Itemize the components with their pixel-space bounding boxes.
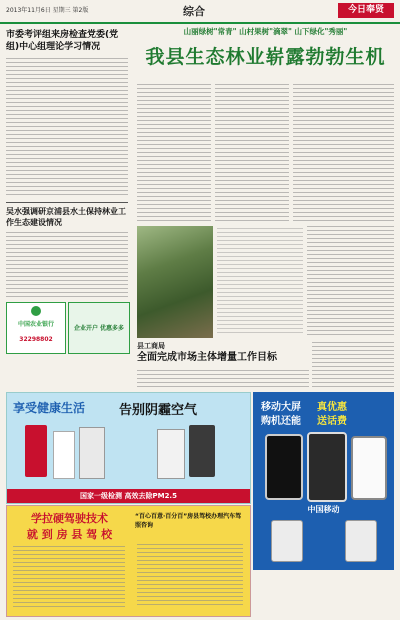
bank-ad <box>6 302 66 354</box>
news-kicker: 县工商局 <box>137 342 165 350</box>
news-headline: 全面完成市场主体增量工作目标 <box>137 352 277 363</box>
driving-school-title2: 就 到 房 县 驾 校 <box>26 528 113 541</box>
phone-product-5 <box>345 520 377 562</box>
masthead-logo: 今日奉贤 <box>338 3 394 18</box>
article1-body <box>6 58 128 198</box>
main-article-headline: 我县生态林业崭露勃勃生机 <box>145 46 386 68</box>
news-body <box>137 370 309 388</box>
phone-product-4 <box>271 520 303 562</box>
driving-school-details <box>13 546 125 608</box>
article2-title: 吴水强调研京浦县水土保持林业工作生态建设情况 <box>6 207 126 227</box>
bank-phone: 32298802 <box>19 336 53 343</box>
driving-school-notice-title: “百心百意·百分百”房县驾校办理汽车驾照咨询 <box>135 513 242 529</box>
main-article-body-left <box>137 84 211 224</box>
air-purifier-slogan2: 告别阴霾空气 <box>119 403 198 418</box>
purifier-product-4 <box>157 429 185 479</box>
main-article-body-mid <box>215 84 289 224</box>
mobile-brand: 中国移动 <box>307 505 340 514</box>
driving-school-title1: 学拉硬驾驶技术 <box>31 512 108 525</box>
purifier-product-2 <box>53 431 75 479</box>
mobile-ad-slogan2: 真优惠 <box>317 402 347 413</box>
column-divider <box>6 202 128 203</box>
main-article-kicker: 山丽绿树"常青" 山村果树"滴翠" 山下绿化"秀丽" <box>183 27 348 36</box>
issue-date: 2013年11月6日 星期三 第2版 <box>6 7 89 14</box>
phone-product-2 <box>307 432 347 502</box>
air-purifier-slogan: 享受健康生活 <box>13 401 86 415</box>
page-header <box>0 0 400 24</box>
air-purifier-ad <box>6 392 251 504</box>
purifier-product-1 <box>25 425 47 477</box>
mobile-ad-slogan3: 购机还能 <box>261 416 301 427</box>
purifier-product-5 <box>189 425 215 477</box>
mobile-phone-ad <box>253 392 394 570</box>
air-purifier-footer: 国家一级检测 高效去除PM2.5 <box>7 489 250 503</box>
driving-school-ad <box>6 505 251 617</box>
purifier-product-3 <box>79 427 105 479</box>
main-article-continuation <box>307 226 394 338</box>
mobile-ad-slogan1: 移动大屏 <box>261 402 301 413</box>
bank-logo-icon <box>31 306 41 316</box>
driving-school-notice-body <box>137 544 243 608</box>
news-body-right <box>312 342 394 390</box>
article-photo <box>137 226 213 338</box>
bank-name: 中国农业银行 <box>17 321 54 328</box>
mobile-ad-slogan4: 送话费 <box>317 416 347 427</box>
article1-title: 市委考评组来房检查党委(党组)中心组理论学习情况 <box>6 30 119 52</box>
phone-product-1 <box>265 434 303 500</box>
bank-promo-ad <box>68 302 130 354</box>
phone-product-3 <box>351 436 387 500</box>
photo-side-text <box>217 228 303 336</box>
section-title: 综合 <box>183 5 205 18</box>
bank-promo-slogan: 企业开户 优惠多多 <box>73 325 125 332</box>
main-article-body-right <box>293 84 394 224</box>
article2-body <box>6 232 128 300</box>
